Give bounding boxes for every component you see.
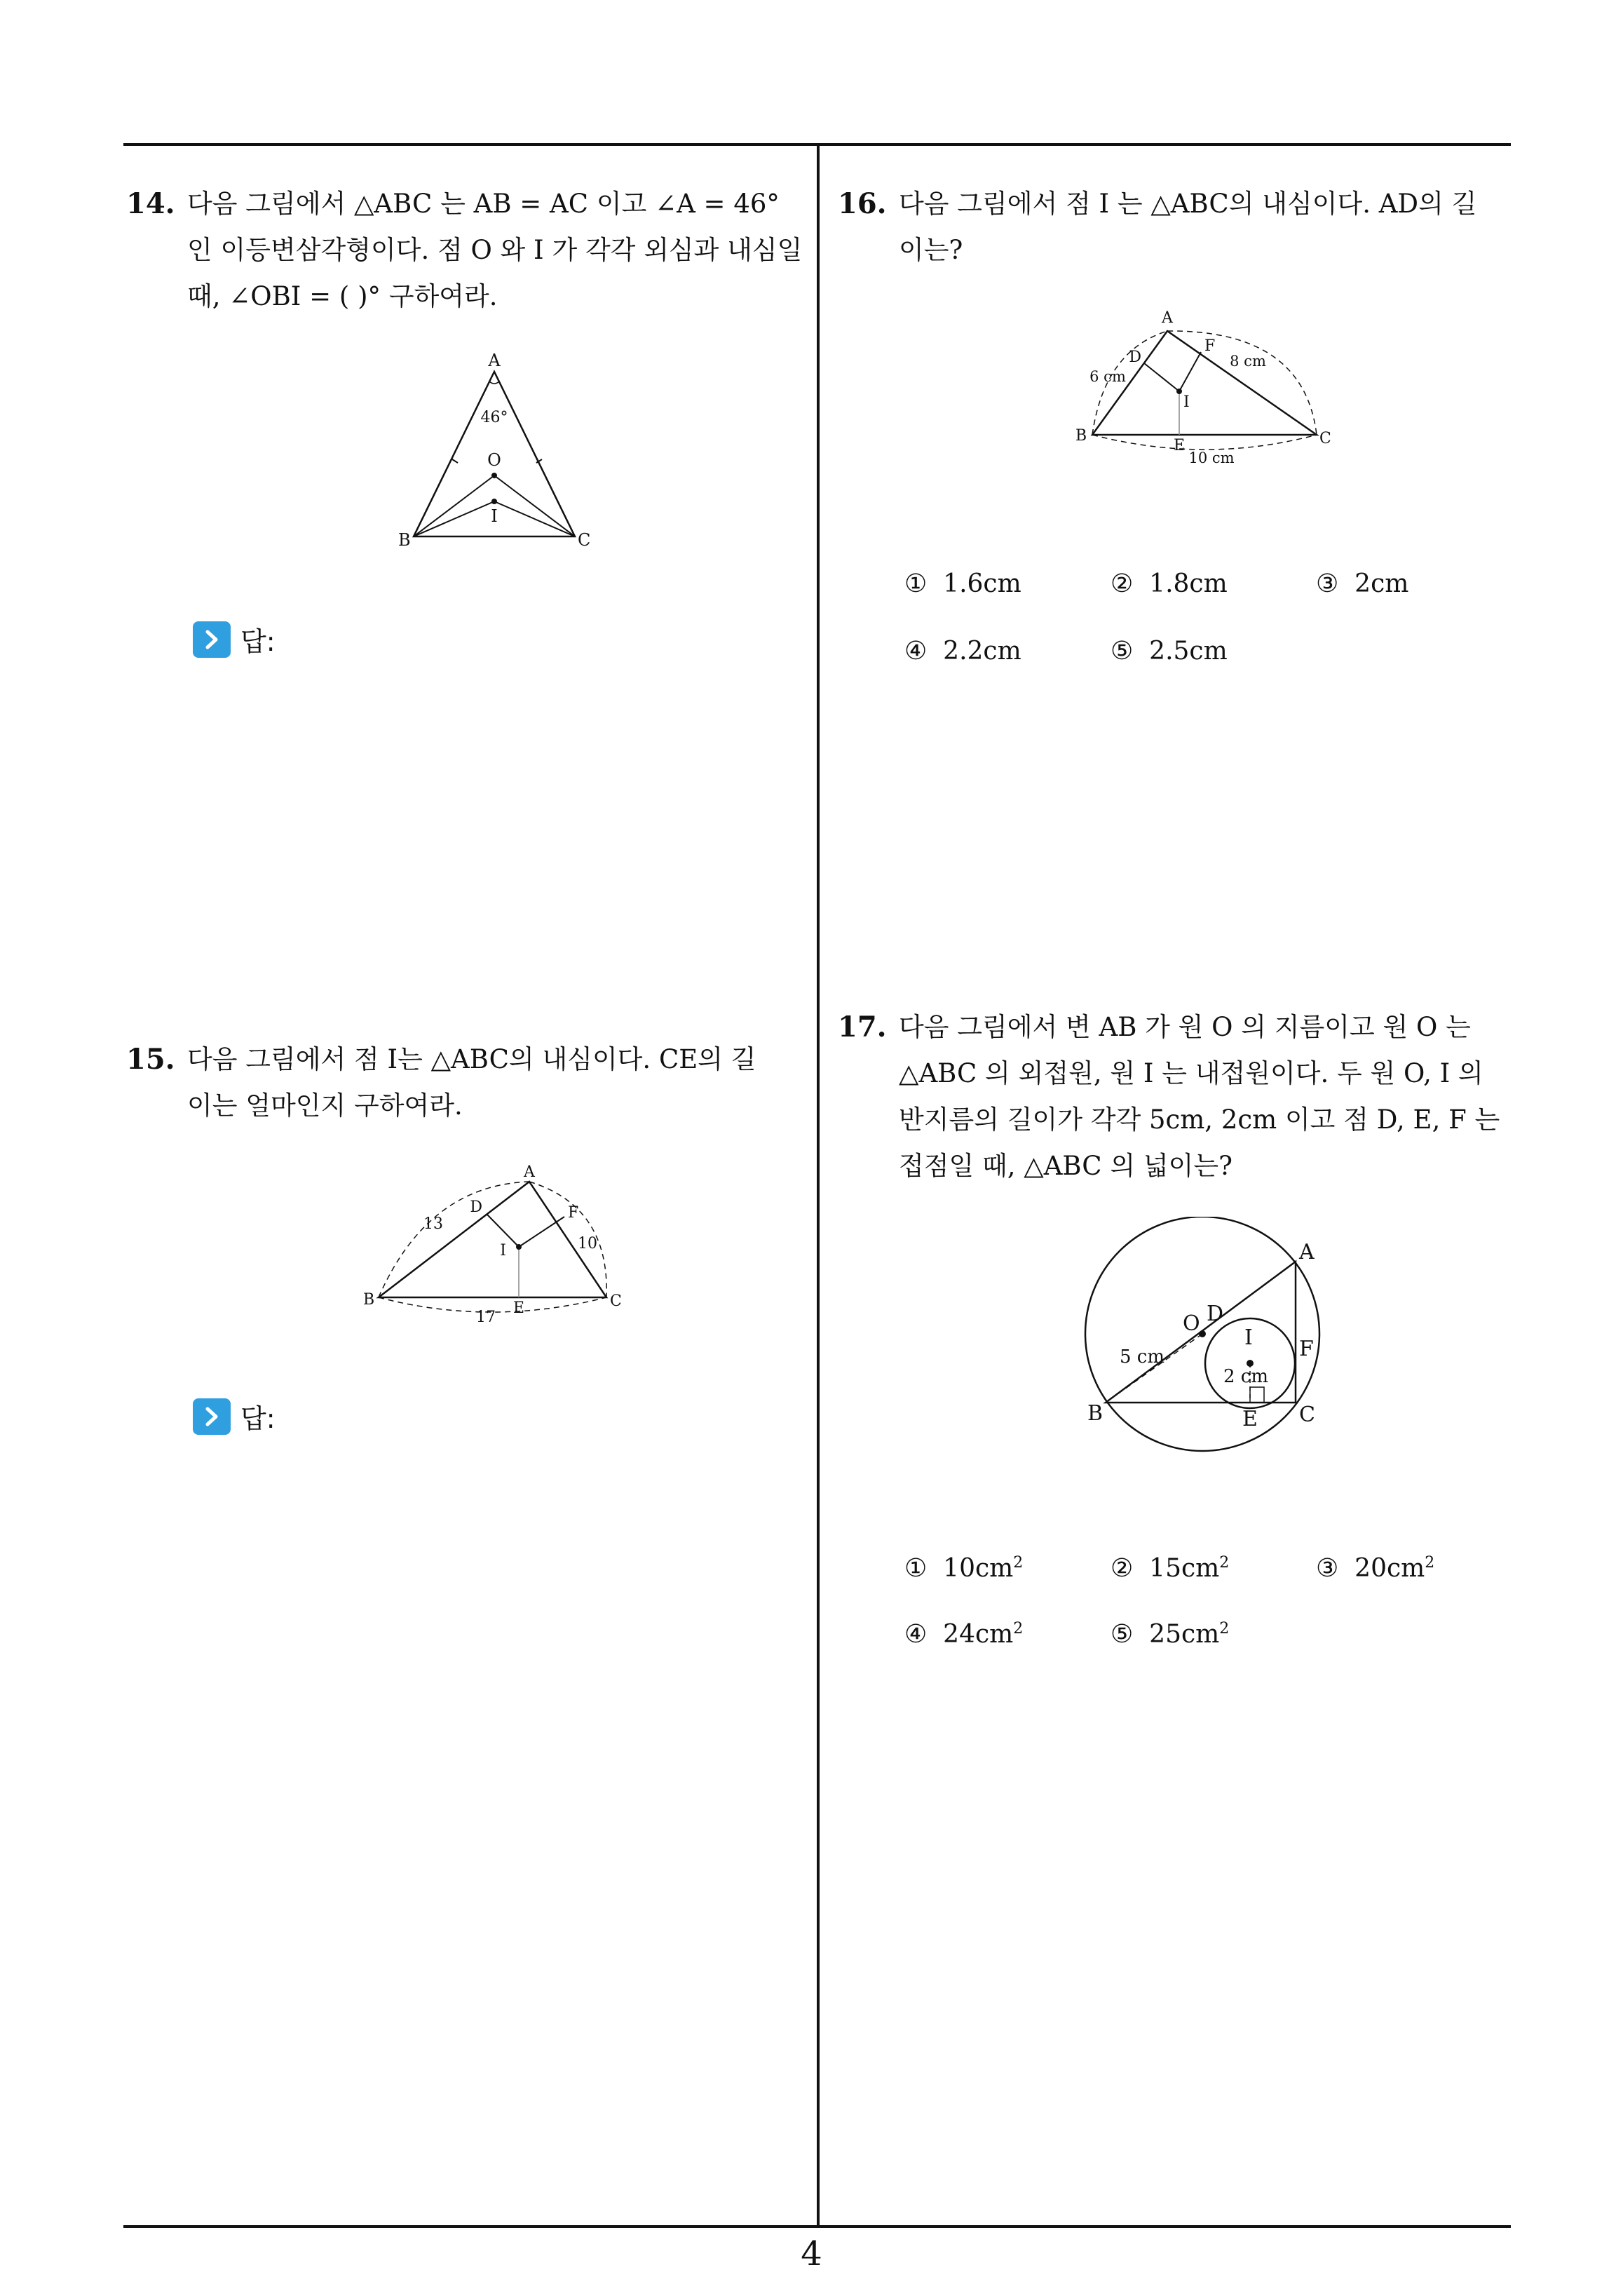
label-i: I — [1183, 393, 1190, 411]
problem-number: 16. — [838, 187, 887, 220]
answer-field-14[interactable] — [193, 620, 276, 659]
label-a: A — [524, 1164, 535, 1181]
point-o — [491, 473, 497, 478]
label-a: A — [488, 351, 501, 370]
label-b: B — [398, 530, 411, 550]
label-o: O — [1183, 1311, 1200, 1336]
problem-text-line: 반지름의 길이가 각각 5cm, 2cm 이고 점 D, E, F 는 — [899, 1105, 1500, 1135]
choice-mark: ④ — [904, 637, 928, 666]
label-c: C — [1319, 430, 1331, 447]
label-e: E — [1173, 437, 1186, 454]
choice-text: 20cm — [1354, 1554, 1425, 1583]
problem-text-line: 때, ∠OBI = ( )° 구하여라. — [187, 281, 498, 311]
label-i: I — [500, 1242, 506, 1260]
choice-text: 25cm — [1149, 1620, 1220, 1649]
angle-arc — [489, 381, 499, 384]
label-b: B — [1087, 1401, 1103, 1426]
problem-text-line: 인 이등변삼각형이다. 점 O 와 I 가 각각 외심과 내심일 — [187, 235, 803, 265]
side-bc-length: 10 cm — [1188, 450, 1235, 466]
choice-mark: ① — [904, 569, 928, 598]
label-i: I — [1244, 1325, 1253, 1350]
answer-label: 답: — [240, 1403, 276, 1434]
radius-i-length: 2 cm — [1223, 1366, 1269, 1387]
point-i — [516, 1244, 522, 1250]
problem-number: 14. — [126, 187, 175, 220]
choice-4[interactable] — [904, 1620, 1023, 1649]
triangle-abc — [379, 1182, 606, 1297]
label-a: A — [1162, 309, 1173, 327]
choice-1[interactable] — [904, 1554, 1023, 1583]
label-a: A — [1299, 1240, 1315, 1264]
label-d: D — [1207, 1302, 1224, 1326]
choice-5[interactable] — [1111, 637, 1228, 666]
angle-label: 46° — [480, 409, 508, 426]
choice-3[interactable] — [1316, 1554, 1434, 1583]
figure-14 — [393, 351, 603, 554]
label-o: O — [487, 450, 501, 470]
choice-5[interactable] — [1111, 1620, 1229, 1649]
choice-mark: ⑤ — [1111, 1620, 1134, 1649]
bottom-rule — [123, 2225, 1511, 2228]
answer-label: 답: — [240, 626, 276, 657]
problem-text-line: 다음 그림에서 점 I 는 △ABC의 내심이다. AD의 길 — [899, 189, 1477, 219]
choice-mark: ④ — [904, 1620, 928, 1649]
radius-o-length: 5 cm — [1120, 1346, 1165, 1368]
choice-3[interactable] — [1316, 569, 1408, 598]
label-c: C — [1299, 1403, 1315, 1427]
problem-text-line: △ABC 의 외접원, 원 I 는 내접원이다. 두 원 O, I 의 — [899, 1058, 1483, 1088]
choice-superscript: 2 — [1425, 1554, 1435, 1572]
choice-text: 2.2cm — [943, 637, 1021, 666]
problem-text-line: 이는? — [899, 235, 963, 265]
choice-1[interactable] — [904, 569, 1021, 598]
problem-number: 17. — [838, 1011, 887, 1044]
side-ab-length: 13 — [423, 1215, 443, 1233]
tick-mark — [452, 459, 458, 463]
choice-2[interactable] — [1111, 569, 1228, 598]
side-ab-length: 6 cm — [1089, 368, 1126, 385]
choice-superscript: 2 — [1013, 1620, 1024, 1637]
problem-number: 15. — [126, 1043, 175, 1076]
choice-text: 15cm — [1149, 1554, 1220, 1583]
choice-text: 10cm — [943, 1554, 1014, 1583]
choice-mark: ③ — [1316, 569, 1339, 598]
chevron-right-icon — [193, 1398, 231, 1435]
label-b: B — [1075, 427, 1087, 445]
chevron-right-icon — [193, 621, 231, 658]
point-i — [1176, 389, 1182, 394]
segment-fi — [519, 1217, 564, 1247]
figure-15 — [358, 1164, 638, 1325]
choice-text: 1.6cm — [943, 569, 1021, 598]
choice-mark: ② — [1111, 1554, 1134, 1583]
choice-text: 1.8cm — [1149, 569, 1228, 598]
label-d: D — [1129, 349, 1141, 366]
point-i — [491, 499, 497, 504]
label-c: C — [610, 1292, 622, 1310]
label-f: F — [1204, 337, 1216, 355]
right-angle-mark — [1250, 1387, 1264, 1403]
radius-ob — [1106, 1334, 1202, 1403]
page-number: 4 — [801, 2234, 822, 2274]
figure-16 — [1073, 302, 1346, 470]
problem-text-line: 이는 얼마인지 구하여라. — [187, 1090, 463, 1121]
label-f: F — [568, 1204, 579, 1222]
segment-di — [1144, 363, 1179, 391]
label-f: F — [1299, 1337, 1314, 1361]
choice-mark: ⑤ — [1111, 637, 1134, 666]
label-i: I — [491, 506, 498, 526]
choice-text: 2cm — [1354, 569, 1409, 598]
figure-17 — [1076, 1217, 1343, 1455]
label-e: E — [1242, 1407, 1258, 1431]
problem-text-line: 접점일 때, △ABC 의 넓이는? — [899, 1151, 1232, 1181]
side-ac-length: 10 — [578, 1235, 597, 1252]
choice-superscript: 2 — [1219, 1620, 1230, 1637]
label-d: D — [470, 1198, 482, 1216]
answer-field-15[interactable] — [193, 1397, 276, 1436]
choice-superscript: 2 — [1013, 1554, 1024, 1572]
choice-text: 2.5cm — [1149, 637, 1228, 666]
choice-text: 24cm — [943, 1620, 1014, 1649]
problem-text-line: 다음 그림에서 △ABC 는 AB = AC 이고 ∠A = 46° — [187, 189, 780, 219]
label-b: B — [363, 1291, 375, 1309]
problem-text-line: 다음 그림에서 점 I는 △ABC의 내심이다. CE의 길 — [187, 1044, 756, 1074]
side-bc-length: 17 — [476, 1309, 496, 1325]
segment-fi — [1179, 352, 1201, 391]
choice-superscript: 2 — [1219, 1554, 1230, 1572]
choice-2[interactable] — [1111, 1554, 1229, 1583]
side-ac-length: 8 cm — [1230, 353, 1266, 370]
choice-mark: ① — [904, 1554, 928, 1583]
label-c: C — [578, 530, 591, 550]
choice-mark: ③ — [1316, 1554, 1339, 1583]
dashed-arc-bc — [1092, 435, 1317, 450]
choice-4[interactable] — [904, 637, 1021, 666]
choice-mark: ② — [1111, 569, 1134, 598]
problem-text-line: 다음 그림에서 변 AB 가 원 O 의 지름이고 원 O 는 — [899, 1012, 1471, 1042]
column-divider — [817, 143, 820, 2227]
label-e: E — [512, 1299, 525, 1317]
